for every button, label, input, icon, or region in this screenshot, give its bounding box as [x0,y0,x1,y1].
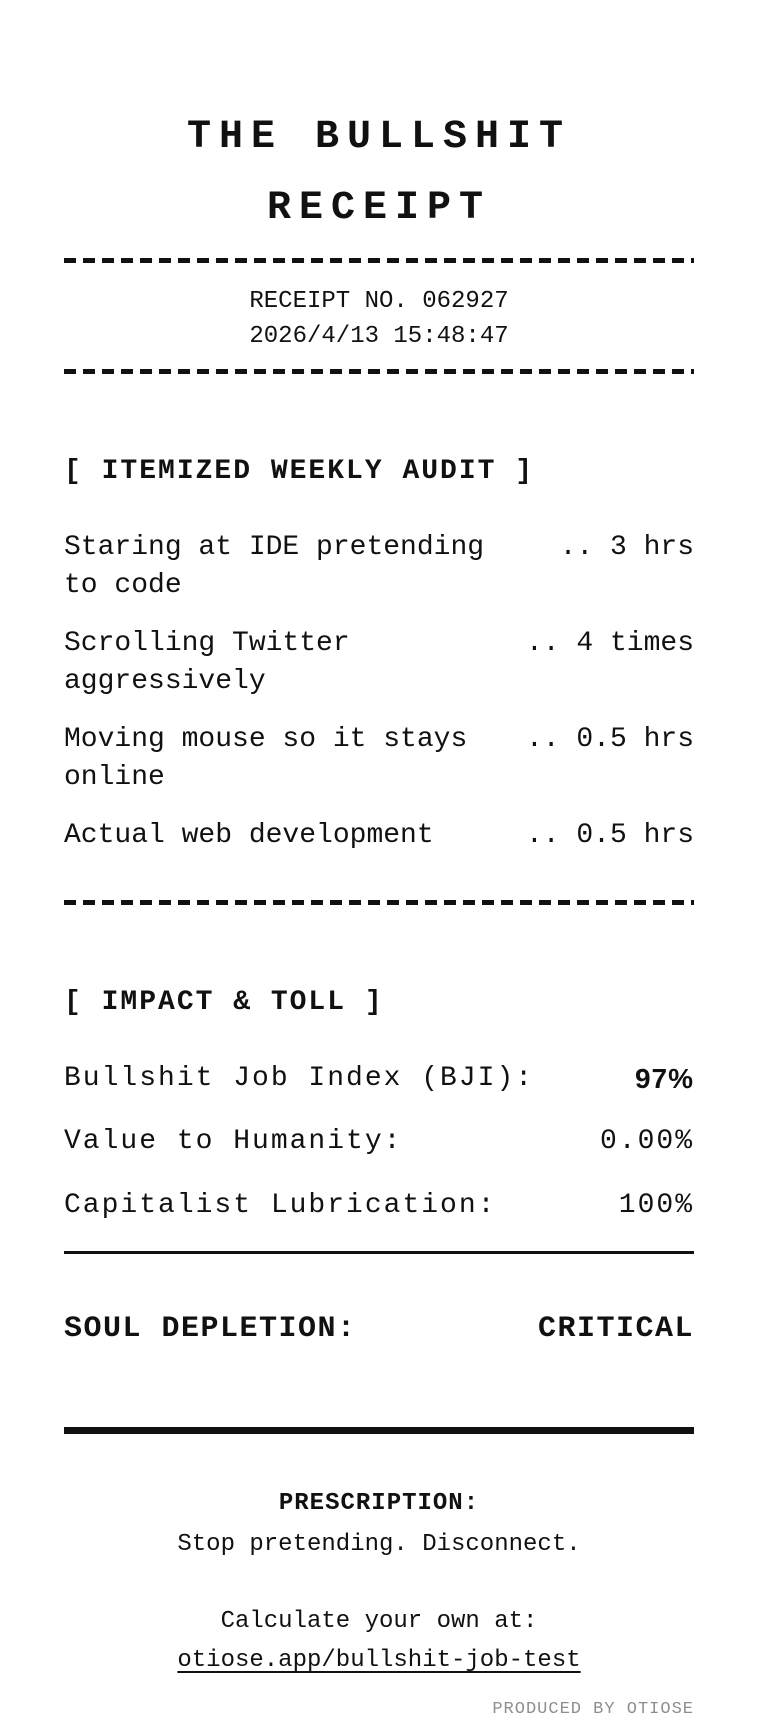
lubrication-value: 100% [618,1190,694,1222]
impact-label: Value to Humanity: [64,1126,403,1158]
audit-item-amount: 0.5 hrs [576,724,694,756]
impact-label: Capitalist Lubrication: [64,1190,497,1222]
leader-dots: .. [525,724,560,756]
leader-dots: .. [525,820,560,852]
prescription-text: Stop pretending. Disconnect. [177,1530,581,1558]
impact-row-bji [64,1060,694,1098]
prescription-heading: PRESCRIPTION: [278,1489,480,1517]
receipt-meta [64,285,694,355]
impact-section-heading: [ IMPACT & TOLL ] [64,986,384,1018]
thin-rule [64,1251,694,1254]
soul-depletion-value: CRITICAL [537,1311,694,1346]
impact-row-lubrication [64,1187,694,1225]
soul-depletion-row [64,1310,694,1349]
audit-item-amount: 0.5 hrs [576,820,694,852]
dashed-divider-top [64,258,694,263]
produced-by: PRODUCED BY OTIOSE [492,1699,694,1719]
thick-rule [64,1427,694,1434]
leader-dots: .. [559,531,594,563]
leader-dots: .. [525,628,560,660]
audit-item-value [560,529,694,567]
audit-item [64,817,694,855]
audit-item-label: Moving mouse so it stays online [64,724,468,794]
page-title: THE BULLSHIT RECEIPT [186,115,572,232]
audit-item-value [526,817,694,855]
soul-depletion-label: SOUL DEPLETION: [64,1311,357,1346]
audit-item-label: Staring at IDE pretending to code [64,531,485,602]
audit-section-heading: [ ITEMIZED WEEKLY AUDIT ] [64,455,535,487]
cta-link[interactable]: otiose.app/bullshit-job-test [177,1646,581,1674]
audit-item-value [526,721,694,759]
audit-item-value [526,625,694,663]
impact-label: Bullshit Job Index (BJI): [64,1062,535,1094]
audit-item [64,721,694,797]
humanity-value: 0.00% [599,1126,694,1158]
audit-item-amount: 3 hrs [609,531,694,563]
footer [64,1490,694,1674]
receipt-datetime: 2026/4/13 15:48:47 [249,323,509,351]
audit-item-amount: 4 times [576,628,694,660]
dashed-divider-meta [64,369,694,374]
audit-item-label: Actual web development [64,820,434,852]
audit-item-label: Scrolling Twitter aggressively [64,628,350,698]
bji-value: 97% [634,1062,694,1094]
impact-row-humanity [64,1123,694,1161]
audit-item [64,529,694,605]
dashed-divider-items [64,900,694,905]
cta-label: Calculate your own at: [220,1607,538,1635]
receipt-number: RECEIPT NO. 062927 [249,288,509,316]
audit-item [64,625,694,701]
